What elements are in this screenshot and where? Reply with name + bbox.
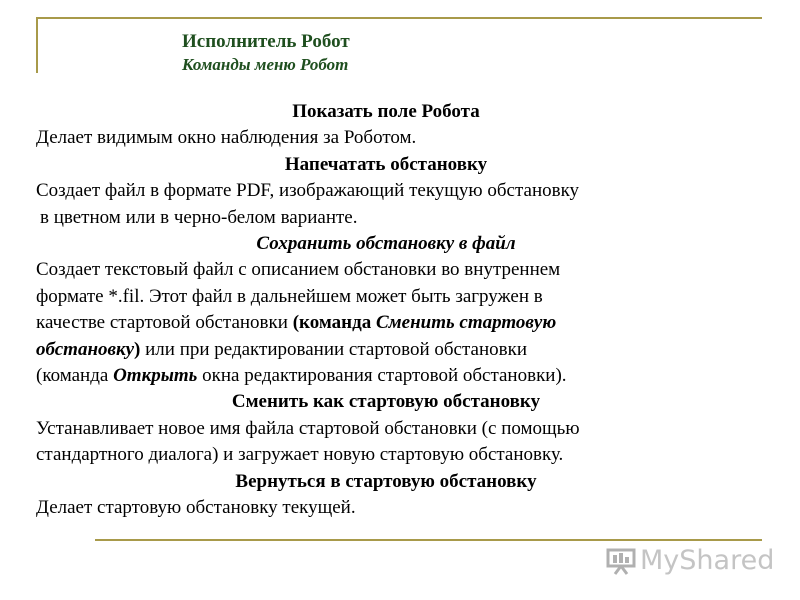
slide-subtitle: Команды меню Робот bbox=[182, 55, 349, 74]
section-text: Создает файл в формате PDF, изображающий текущую обстановку bbox=[36, 180, 580, 202]
section-heading: Сохранить обстановку в файл bbox=[256, 233, 516, 255]
frame-top-line bbox=[36, 17, 762, 19]
text-run: окна редактирования стартовой обстановки). bbox=[197, 365, 567, 387]
text-run: обстановку bbox=[36, 338, 135, 360]
text-run: ) bbox=[134, 338, 141, 360]
text-run: (команда bbox=[292, 312, 376, 334]
presentation-icon bbox=[606, 545, 636, 575]
section-text: формате *.fil. Этот файл в дальнейшем может быть загружен в bbox=[36, 285, 543, 307]
section-text: в цветном или в черно-белом варианте. bbox=[40, 206, 358, 228]
section-text: Делает видимым окно наблюдения за Роботом. bbox=[36, 127, 417, 149]
text-run: Сменить стартовую bbox=[375, 312, 557, 334]
section-heading: Вернуться в стартовую обстановку bbox=[235, 470, 537, 492]
frame-left-line bbox=[36, 17, 38, 73]
section-heading: Напечатать обстановку bbox=[284, 153, 488, 175]
section-text: Создает текстовый файл с описанием обстановки во внутреннем bbox=[36, 259, 561, 281]
section-text: Устанавливает новое имя файла стартовой обстановки (с помощью bbox=[36, 417, 580, 439]
section-heading: Сменить как стартовую обстановку bbox=[231, 391, 541, 413]
text-run: качестве стартовой обстановки bbox=[36, 312, 293, 334]
section-text bbox=[36, 310, 736, 336]
section-text: Делает стартовую обстановку текущей. bbox=[36, 497, 356, 519]
section-text: стандартного диалога) и загружает новую стартовую обстановку. bbox=[36, 444, 564, 466]
logo-text: MyShared bbox=[640, 544, 775, 576]
slide-body bbox=[36, 99, 736, 522]
section-text bbox=[36, 363, 736, 389]
text-run: (команда bbox=[36, 365, 114, 387]
slide-title: Исполнитель Робот bbox=[182, 31, 350, 52]
slide-header bbox=[182, 30, 350, 76]
text-run: Открыть bbox=[113, 365, 198, 387]
section-text bbox=[36, 337, 736, 363]
section-heading: Показать поле Робота bbox=[292, 101, 480, 122]
text-run: или при редактировании стартовой обстановки bbox=[140, 338, 527, 360]
watermark-logo bbox=[606, 540, 774, 580]
